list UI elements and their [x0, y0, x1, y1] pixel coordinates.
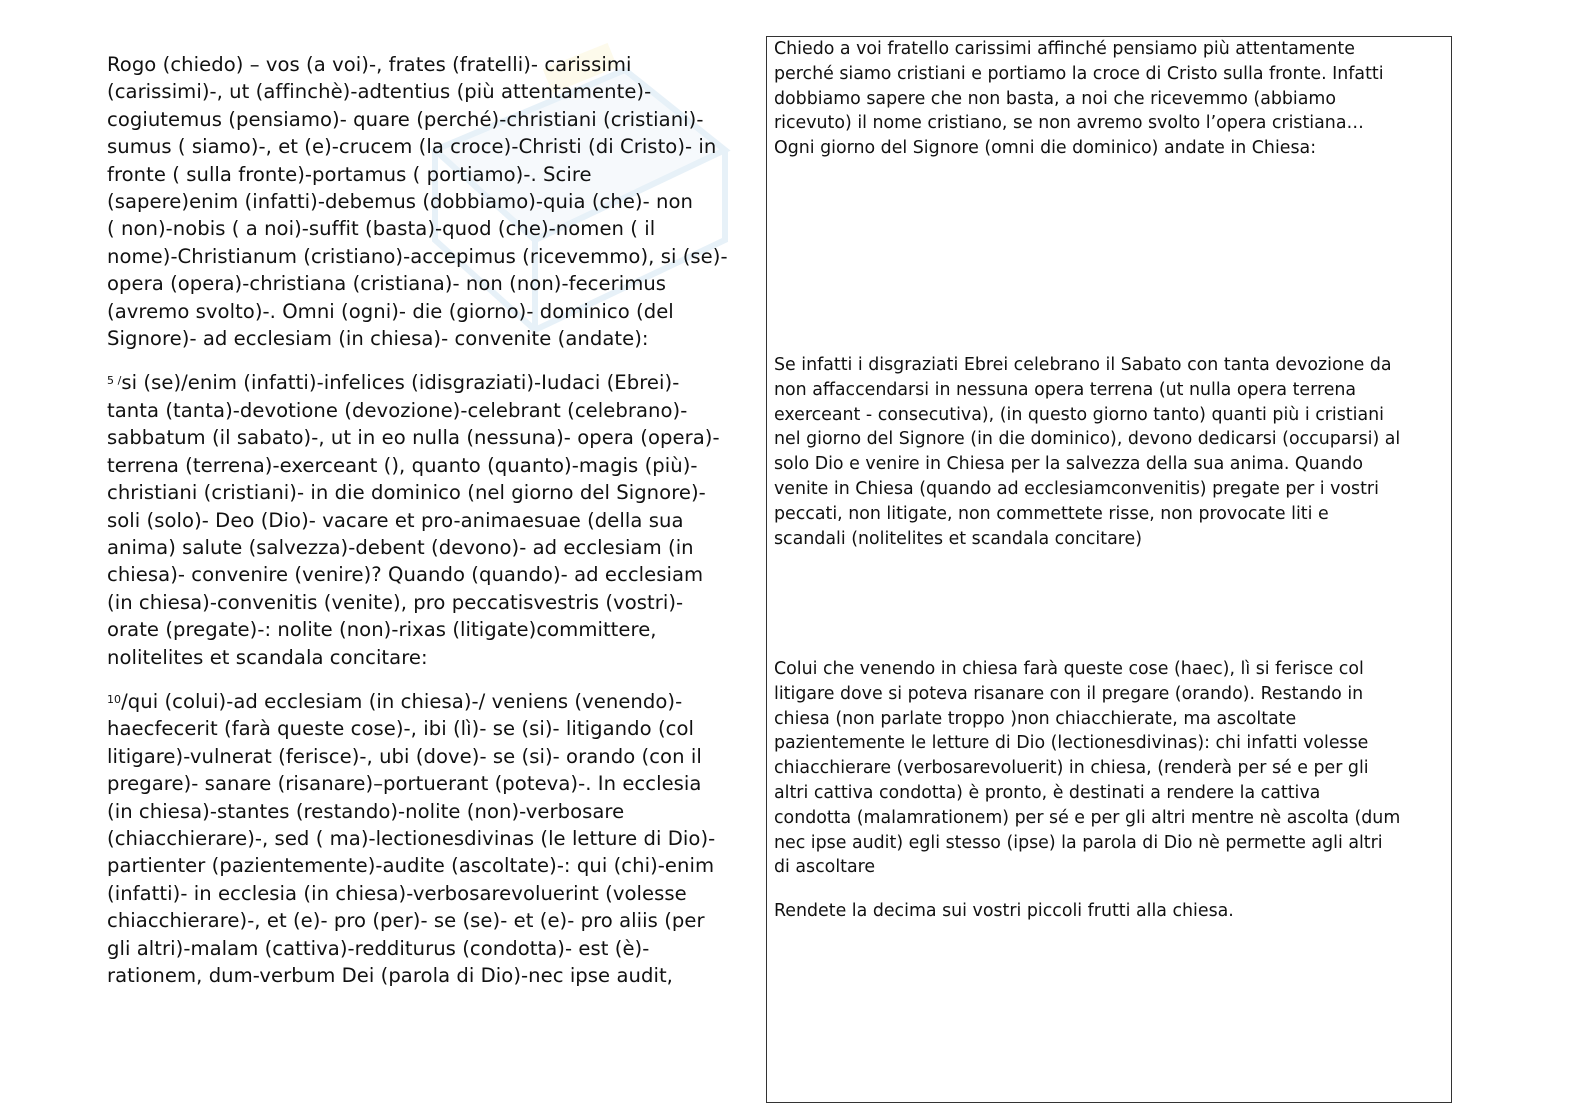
latin-paragraph-text: si (se)/enim (infatti)-infelices (idisgraziati)-Iudaci (Ebrei)- tanta (tanta)-devotione (devozione)-celebrant (celebrano)- sabbatum (il sabato)-, ut in eo nulla (nessuna)- opera (opera)- terrena (terrena)-exerceant (), quanto (quanto)-magis (più)- christiani (cristiani)- in die dominico (nel giorno del Signore)- soli (solo)- Deo (Dio)- vacare et pro-animaesuae (della sua anima) salute (salvezza)-debent (devono)- ad ecclesiam (in chiesa)- convenire (venire)? Quando (quando)- ad ecclesiam (in chiesa)-convenitis (venite), pro peccatisvestris (vostri)- orate (pregate)-: nolite (non)-rixas (litigate)committere, nolitelites et scandala concitare: [107, 371, 720, 669]
latin-paragraph-text: Rogo (chiedo) – vos (a voi)-, frates (fratelli)- carissimi (carissimi)-, ut (affinchè)-adtentius (più attentamente)- cogiutemus (pensiamo)- quare (perché)-christiani (cristiani)- sumus ( siamo)-, et (e)-crucem (la croce)-Christi (di Cristo)- in fronte ( sulla fronte)-portamus ( portiamo)-. Scire (sapere)enim (infatti)-debemus (dobbiamo)-quia (che)- non ( non)-nobis ( a noi)-suffit (basta)-quod (che)-nomen ( il nome)-Christianum (cristiano)-accepimus (ricevemmo), si (se)- opera (opera)-christiana (cristiana)- non (non)-fecerimus (avremo svolto)-. Omni (ogni)- die (giorno)- dominico (del Signore)- ad ecclesiam (in chiesa)- convenite (andate): [107, 53, 728, 351]
translation-block-3: Colui che venendo in chiesa farà queste cose (haec), lì si ferisce col litigare dove si poteva risanare con il pregare (orando). Restando in chiesa (non parlate troppo )non chiacchierate, ma ascoltate pazientemente le letture di Dio (lectionesdivinas): chi infatti volesse chiacchierare (verbosarevoluerit) in chiesa, (renderà per sé e per gli altri cattiva condotta) è pronto, è destinati a rendere la cattiva condotta (malamrationem) per sé e per gli altri mentre nè ascolta (dum nec ipse audit) egli stesso (ipse) la parola di Dio nè permette agli altri di ascoltare [774, 659, 1401, 878]
latin-paragraph-text: /qui (colui)-ad ecclesiam (in chiesa)-/ veniens (venendo)- haecfecerit (farà queste cose)-, ibi (lì)- se (si)- litigando (col litigare)-vulnerat (ferisce)-, ubi (dove)- se (si)- orando (con il pregare)- sanare (risanare)–portuerant (poteva)-. In ecclesia (in chiesa)-stantes (restando)-nolite (non)-verbosare (chiacchierare)-, sed ( ma)-lectionesdivinas (le letture di Dio)- partienter (pazientemente)-audite (ascoltate)-: qui (chi)-enim (infatti)- in ecclesia (in chiesa)-verbosarevoluerint (volesse chiacchierare)-, et (e)- pro (per)- se (se)- et (e)- pro aliis (per gli altri)-malam (cattiva)-redditurus (condotta)- est (è)- rationem, dum-verbum Dei (parola di Dio)-nec ipse audit, [107, 689, 716, 987]
latin-text-column [107, 51, 757, 1006]
line-number-marker: 5 / [107, 374, 122, 388]
translation-box [766, 36, 1452, 1103]
translation-block-4: Rendete la decima sui vostri piccoli frutti alla chiesa. [774, 901, 1234, 921]
latin-paragraph-1 [107, 51, 757, 352]
latin-paragraph-3 [107, 688, 757, 989]
latin-paragraph-2 [107, 369, 757, 670]
translation-block-2: Se infatti i disgraziati Ebrei celebrano il Sabato con tanta devozione da non affaccendarsi in nessuna opera terrena (ut nulla opera terrena exerceant - consecutiva), (in questo giorno tanto) quanti più i cristiani nel giorno del Signore (in die dominico), devono dedicarsi (occuparsi) al solo Dio e venire in Chiesa per la salvezza della sua anima. Quando venite in Chiesa (quando ad ecclesiamconvenitis) pregate per i vostri peccati, non litigate, non commettete risse, non provocate liti e scandali (nolitelites et scandala concitare) [774, 355, 1401, 549]
translation-block-1: Chiedo a voi fratello carissimi affinché pensiamo più attentamente perché siamo cristiani e portiamo la croce di Cristo sulla fronte. Infatti dobbiamo sapere che non basta, a noi che ricevemmo (abbiamo ricevuto) il nome cristiano, se non avremo svolto l’opera cristiana… Ogni giorno del Signore (omni die dominico) andate in Chiesa: [774, 39, 1384, 159]
line-number-marker: 10 [107, 692, 122, 706]
